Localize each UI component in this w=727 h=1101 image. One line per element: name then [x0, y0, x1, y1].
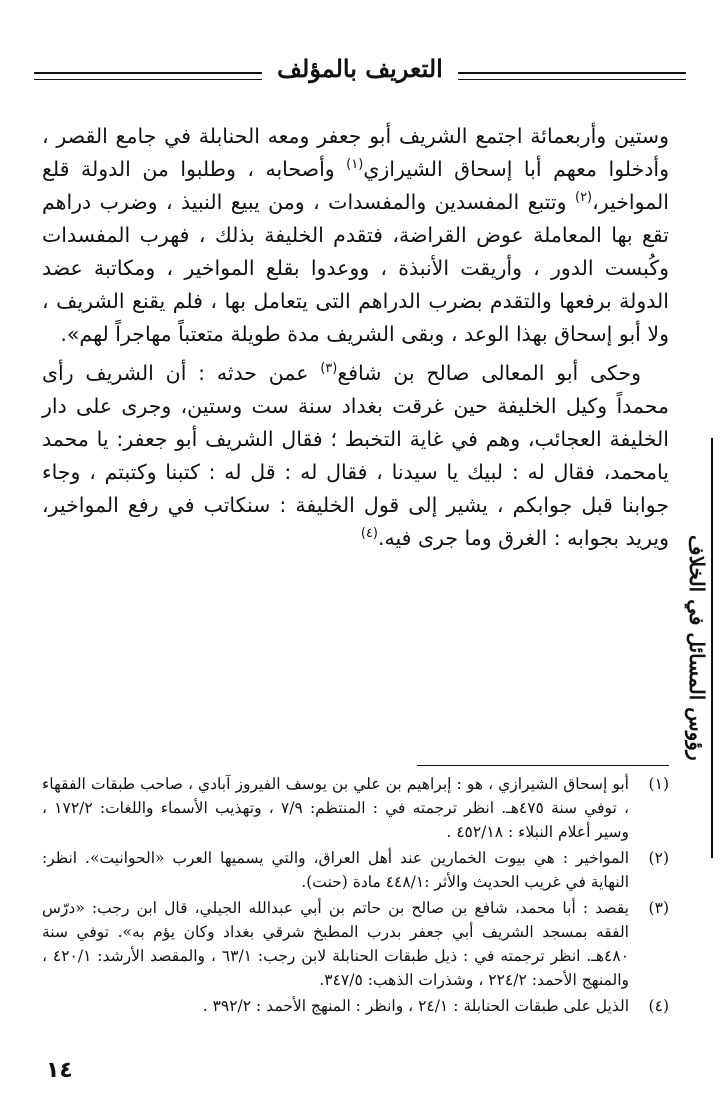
running-title: رؤوس المسائل في الخلاف	[685, 535, 709, 761]
footnote-ref-3: (٣)	[320, 361, 338, 377]
footnote-ref-1: (١)	[346, 157, 364, 173]
paragraph-1-part-b: وأصحابه ، وطلبوا من الدولة قلع المواخير،	[42, 157, 669, 214]
running-title-column	[687, 438, 721, 858]
paragraph-2-part-b: عمن حدثه : أن الشريف رأى محمداً وكيل الخليفة حين غرقت بغداد سنة ست وستين، وجرى على دار الخليفة العجائب، وهم في غاية التخبط ؛ فقال الشريف أبو جعفر: يا محمد يامحمد، فقال له : لبيك يا سيدنا ، فقال له : قل له : كتبنا وكتبتم ، وجاء جوابنا قبل جوابكم ، يشير إلى قول الخليفة : سنكاتب في رفع المواخير، ويريد بجوابه : الغرق وما جرى فيه.	[42, 361, 669, 550]
footnote-text: المواخير : هي بيوت الخمارين عند أهل العراق، والتي يسميها العرب «الحوانيت». انظر: النهاية في غريب الحديث والأثر :٤٤٨/١ مادة (حنت).	[42, 849, 629, 891]
paragraph-1-part-c: وتتبع المفسدين والمفسدات ، ومن يبيع النبيذ ، وضرب دراهم تقع بها المعاملة عوض القراضة، فتقدم الخليفة بذلك ، فهرب المفسدات وكُبست الدور ، وأريقت الأنبذة ، ووعدوا بقلع المواخير ، ومكاتبة عضد الدولة برفعها والتقدم بضرب الدراهم التى يتعامل بها ، فلم يقنع الشريف ، ولا أبو إسحاق بهذا الوعد ، وبقى الشريف مدة طويلة متعتباً مهاجراً لهم».	[42, 190, 669, 346]
footnote	[42, 846, 669, 894]
header-title: التعريف بالمؤلف	[277, 54, 443, 83]
footnote-number: (٤)	[648, 997, 669, 1015]
footnote-text: يقصد : أبا محمد، شافع بن صالح بن حاتم بن أبي عبدالله الجيلي، قال ابن رجب: «درّس الفقه بمسجد الشريف أبي جعفر بدرب المطبخ شرقي بغداد وكان يؤم به». توفي سنة ٤٨٠هـ. انظر ترجمته في : ذيل طبقات الحنابلة لابن رجب: ٦٣/١ ، والمقصد الأرشد: ٤٢٠/١ ، والمنهج الأحمد: ٢٢٤/٢ ، وشذرات الذهب: ٣٤٧/٥.	[42, 899, 629, 989]
footnote-number: (٣)	[648, 899, 669, 917]
footnote-ref-4: (٤)	[360, 526, 378, 542]
footnote-number: (٢)	[648, 849, 669, 867]
footnotes	[42, 772, 669, 1020]
footnote-ref-2: (٢)	[574, 190, 593, 206]
running-title-rule	[711, 438, 713, 858]
header-rule-right	[458, 72, 686, 80]
paragraph-1-part-a: وستين وأربعمائة اجتمع الشريف أبو جعفر ومعه الحنابلة في جامع القصر ، وأدخلوا معهم أبا إسحاق الشيرازي	[42, 124, 669, 181]
page-number: ١٤	[46, 1058, 73, 1083]
footnote-text: الذيل على طبقات الحنابلة : ٢٤/١ ، وانظر : المنهج الأحمد : ٣٩٢/٢ .	[202, 997, 629, 1015]
main-text	[42, 120, 669, 555]
footnote	[42, 772, 669, 844]
footnote-separator	[417, 765, 669, 766]
paragraph-2-part-a: وحكى أبو المعالى صالح بن شافع	[337, 361, 641, 385]
page-header	[34, 52, 686, 92]
footnote-number: (١)	[648, 775, 669, 793]
footnote-text: أبو إسحاق الشيرازي ، هو : إبراهيم بن علي بن يوسف الفيروز آبادي ، صاحب طبقات الفقهاء ، توفي سنة ٤٧٥هـ. انظر ترجمته في : المنتظم: ٧/٩ ، وتهذيب الأسماء واللغات: ١٧٢/٢ ، وسير أعلام النبلاء : ٤٥٢/١٨ .	[42, 775, 629, 841]
paragraph-1	[42, 120, 669, 351]
footnote	[42, 994, 669, 1018]
paragraph-2	[42, 357, 669, 555]
footnote	[42, 896, 669, 992]
